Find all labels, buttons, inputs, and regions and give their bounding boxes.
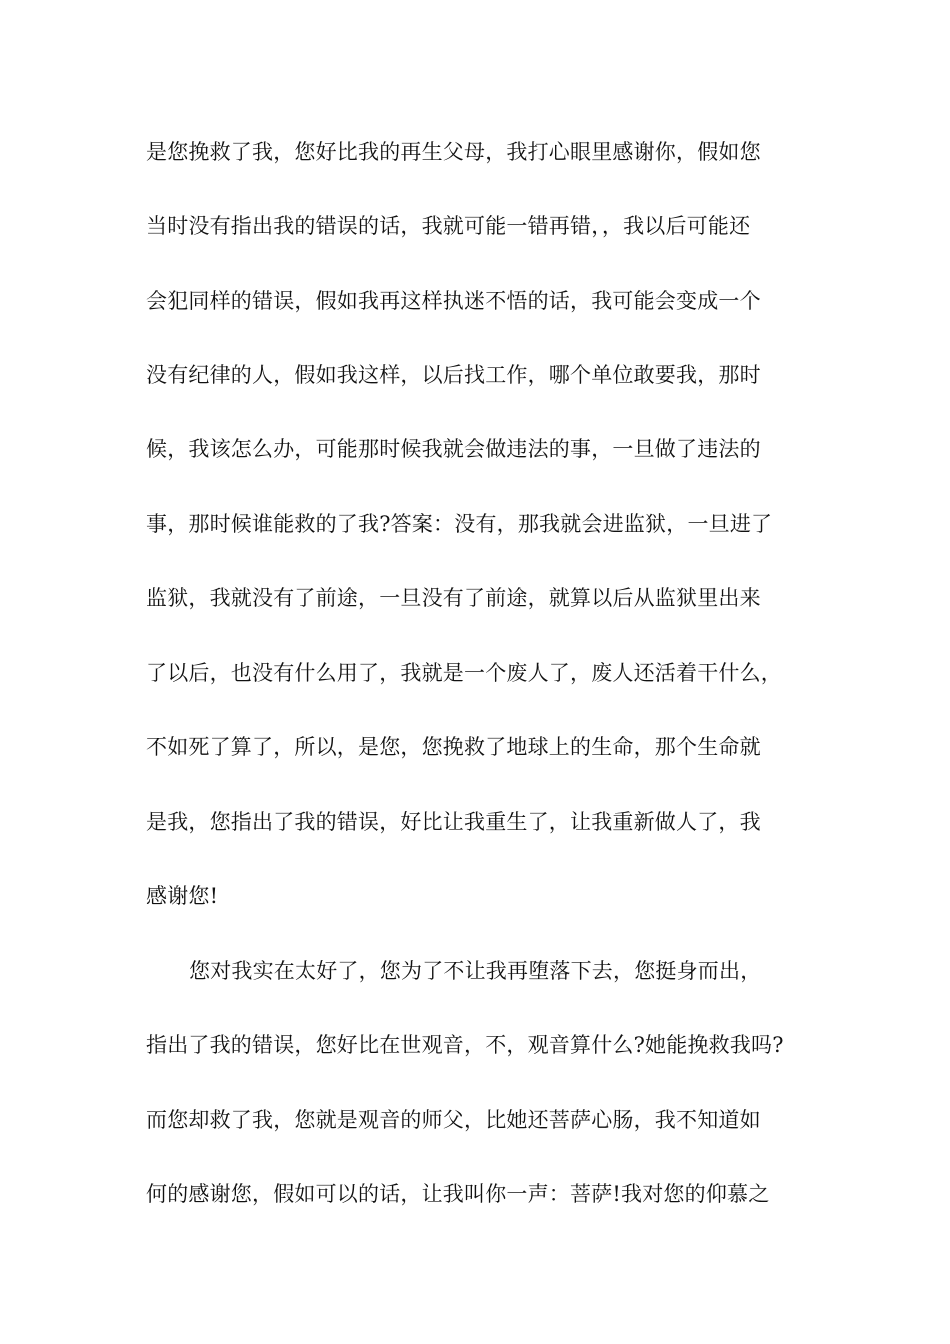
text-line-8: 了以后，也没有什么用了，我就是一个废人了，废人还活着干什么， (146, 661, 782, 685)
text-line-3: 会犯同样的错误，假如我再这样执迷不悟的话，我可能会变成一个 (146, 289, 761, 313)
text-line-10: 是我，您指出了我的错误，好比让我重生了，让我重新做人了，我 (146, 810, 761, 834)
text-line-6: 事，那时候谁能救的了我?答案：没有，那我就会进监狱，一旦进了 (146, 512, 773, 536)
text-line-11: 感谢您! (146, 884, 219, 908)
text-line-7: 监狱，我就没有了前途，一旦没有了前途，就算以后从监狱里出来 (146, 586, 761, 610)
text-line-15: 何的感谢您，假如可以的话，让我叫你一声：菩萨!我对您的仰慕之 (146, 1182, 770, 1206)
text-line-13: 指出了我的错误，您好比在世观音，不，观音算什么?她能挽救我吗? (146, 1033, 784, 1057)
text-line-5: 候，我该怎么办，可能那时候我就会做违法的事，一旦做了违法的 (146, 437, 761, 461)
text-line-4: 没有纪律的人，假如我这样，以后找工作，哪个单位敢要我，那时 (146, 363, 761, 387)
text-line-9: 不如死了算了，所以，是您，您挽救了地球上的生命，那个生命就 (146, 735, 761, 759)
text-line-1: 是您挽救了我，您好比我的再生父母，我打心眼里感谢你，假如您 (146, 140, 761, 164)
text-line-12: 您对我实在太好了，您为了不让我再堕落下去，您挺身而出， (189, 959, 762, 983)
text-line-2: 当时没有指出我的错误的话，我就可能一错再错，，我以后可能还 (146, 214, 751, 238)
text-line-14: 而您却救了我，您就是观音的师父，比她还菩萨心肠，我不知道如 (146, 1108, 761, 1132)
